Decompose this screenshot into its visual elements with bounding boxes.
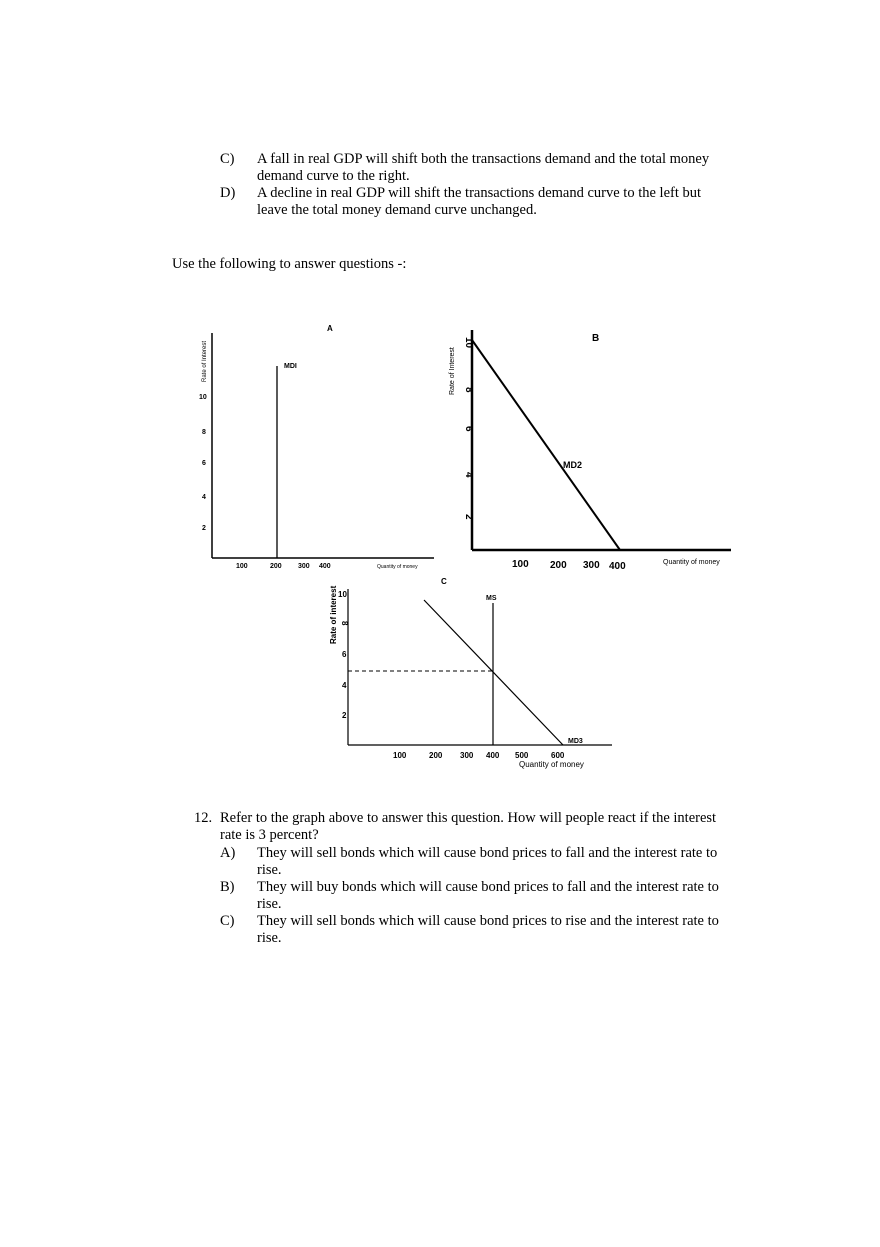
graph-b-title: B (592, 333, 600, 344)
y-tick-label: 4 (202, 494, 206, 501)
x-tick-label: 100 (512, 559, 529, 570)
option-label: D) (220, 185, 236, 201)
graph-b (449, 330, 731, 572)
x-tick-label: 400 (486, 751, 500, 760)
y-tick-label: 10 (463, 337, 474, 349)
x-tick-label: 300 (298, 563, 310, 570)
y-tick-label: 4 (463, 472, 474, 478)
y-tick-label: 6 (463, 426, 474, 432)
x-tick-label: 200 (429, 751, 443, 760)
option-label: B) (220, 879, 235, 895)
option-text: A decline in real GDP will shift the transactions demand curve to the left but (257, 185, 702, 201)
option-label: C) (220, 151, 235, 167)
x-tick-label: 400 (319, 563, 331, 570)
x-tick-label: 100 (236, 563, 248, 570)
option-text: They will buy bonds which will cause bond prices to fall and the interest rate to (257, 879, 719, 895)
graph-a-title: A (327, 324, 333, 333)
graph-a-ylabel: Rate of Interest (202, 340, 208, 382)
graph-a (199, 324, 434, 570)
graph-c-ylabel: Rate of interest (329, 585, 338, 644)
option-text: They will sell bonds which will cause bond prices to fall and the interest rate to (257, 845, 718, 861)
option-label: C) (220, 913, 235, 929)
x-tick-label: 200 (270, 563, 282, 570)
instruction-text: Use the following to answer questions -: (172, 256, 407, 272)
graph-b-md2-curve (472, 340, 620, 550)
option-label: A) (220, 845, 236, 861)
y-tick-label: 2 (202, 525, 206, 532)
y-tick-label: 6 (202, 460, 206, 467)
x-tick-label: 300 (460, 751, 474, 760)
graph-c-title: C (441, 577, 447, 586)
graph-c-xlabel: Quantity of money (519, 760, 584, 769)
y-tick-label: 10 (338, 590, 347, 599)
option-text: leave the total money demand curve unchanged. (257, 202, 537, 218)
y-tick-label: 8 (463, 387, 474, 393)
y-tick-label: 8 (202, 429, 206, 436)
x-tick-label: 200 (550, 560, 567, 571)
y-tick-label: 6 (342, 650, 347, 659)
graph-b-ylabel: Rate of Interest (449, 347, 456, 395)
question-text: rate is 3 percent? (220, 827, 319, 843)
graph-a-curve-label: MDI (284, 363, 297, 370)
option-text: A fall in real GDP will shift both the transactions demand and the total money (257, 151, 710, 167)
option-text: demand curve to the right. (257, 168, 410, 184)
option-text: rise. (257, 930, 282, 946)
graph-c-demand-label: MD3 (568, 738, 583, 745)
x-tick-label: 400 (609, 561, 626, 572)
x-tick-label: 100 (393, 751, 407, 760)
option-text: They will sell bonds which will cause bond prices to rise and the interest rate to (257, 913, 719, 929)
x-tick-label: 500 (515, 751, 529, 760)
option-text: rise. (257, 896, 282, 912)
x-tick-label: 600 (551, 751, 565, 760)
y-tick-label: 8 (340, 621, 349, 626)
option-text: rise. (257, 862, 282, 878)
y-tick-label: 10 (199, 394, 207, 401)
x-tick-label: 300 (583, 560, 600, 571)
graph-b-curve-label: MD2 (563, 460, 583, 470)
question-number: 12. (194, 810, 213, 826)
y-tick-label: 2 (342, 711, 347, 720)
question-text: Refer to the graph above to answer this question. How will people react if the interest (220, 810, 717, 826)
y-tick-label: 2 (463, 514, 474, 520)
y-tick-label: 4 (342, 681, 347, 690)
graph-c-supply-label: MS (486, 595, 497, 602)
graph-b-xlabel: Quantity of money (663, 559, 720, 566)
graph-c (329, 577, 612, 769)
graph-a-xlabel: Quantity of money (377, 564, 418, 570)
